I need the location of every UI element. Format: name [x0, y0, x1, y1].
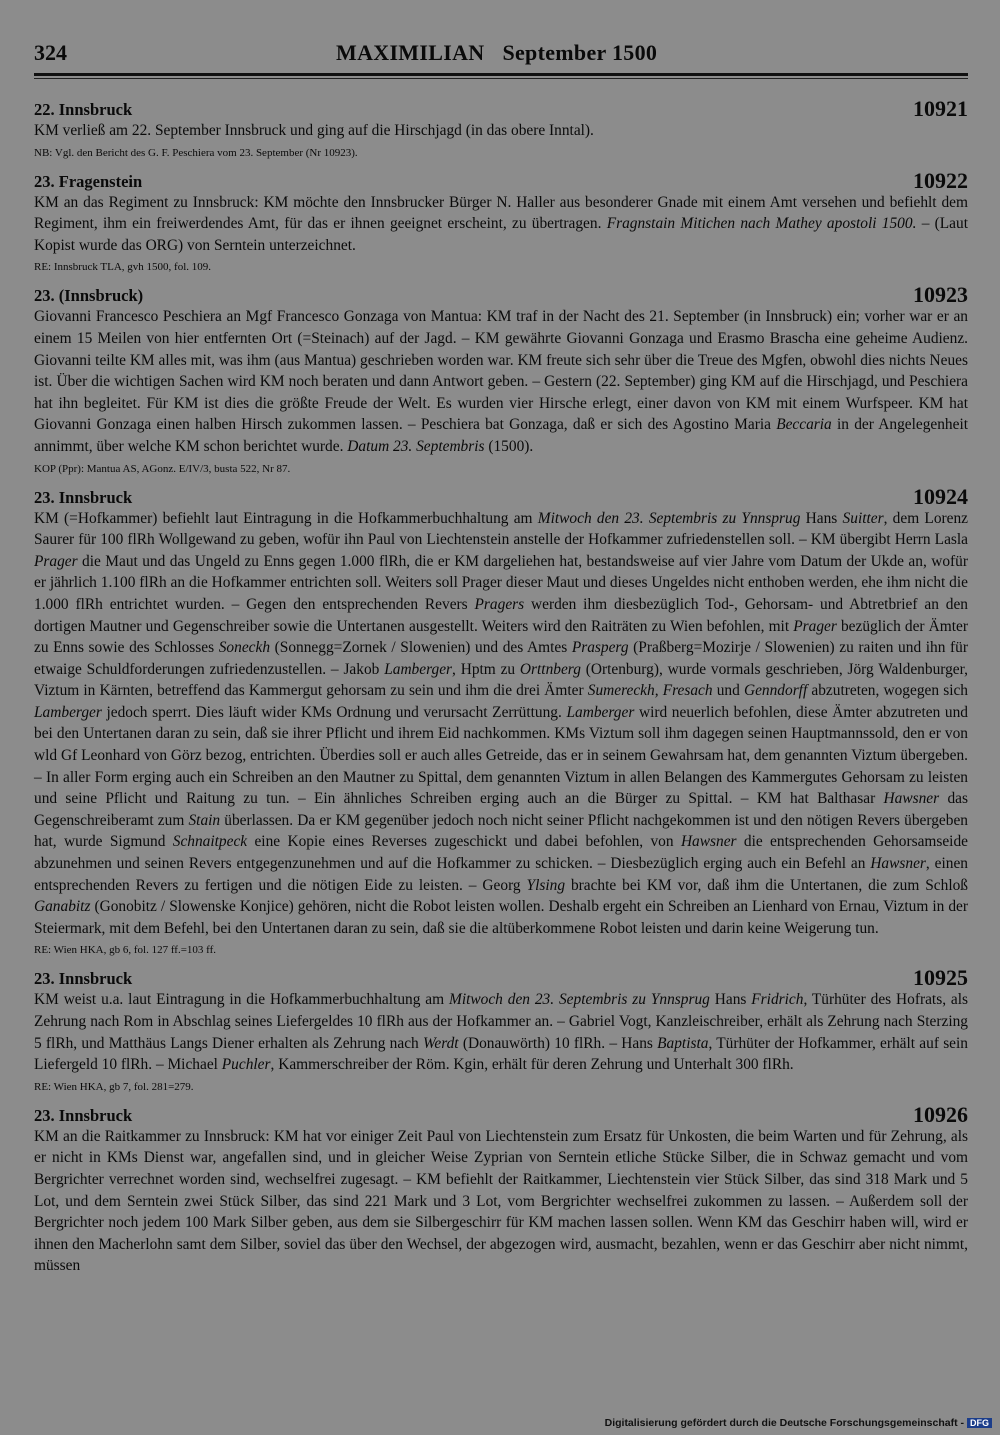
entry-source: NB: Vgl. den Bericht des G. F. Peschiera vom 23. September (Nr 10923).	[34, 146, 358, 159]
page-header	[34, 40, 968, 70]
dfg-logo: DFG	[967, 1418, 992, 1428]
entry-header	[34, 965, 968, 989]
entry	[34, 484, 968, 959]
entry-number: 10923	[913, 282, 968, 308]
entry-text: KM weist u.a. laut Eintragung in die Hofkammerbuchhaltung am Mitwoch den 23. Septembris zu Ynnsprug Hans Fridrich, Türhüter des Hofrats, als Zehrung nach Rom in Abschlag seines Liefergeldes 10 flRh aus der Hofkammer an. – Gabriel Vogt, Kanzleischreiber, erhält als Zehrung nach Sterzing 5 flRh, und Matthäus Langs Diener erhalten als Zehrung nach Werdt (Donauwörth) 10 flRh. – Hans Baptista, Türhüter der Hofkammer, erhält auf sein Liefergeld 10 flRh. – Michael Puchler, Kammerschreiber der Röm. Kgin, erhält für deren Zehrung und Unterhalt 300 flRh.	[34, 991, 969, 1074]
entry	[34, 96, 968, 161]
entry-place: 23. (Innsbruck)	[34, 286, 144, 306]
title-date: September 1500	[502, 40, 658, 65]
entry-text: KM an die Raitkammer zu Innsbruck: KM hat vor einiger Zeit Paul von Liechtenstein zum Ersatz für Unkosten, die beim Warten und für Zehrung, als er nicht in KMs Dienst war, angefallen sind, und in gleicher Weise Zyprian von Serntein etliche Stücke Silber, die in Schwaz gemacht und vom Bergrichter verrechnet worden sind, wechselfrei zugesagt. – KM befiehlt der Raitkammer, Liechtenstein vier Stück Silber, das sind 318 Mark und 5 Lot, und dem Serntein zwei Stück Silber, das sind 221 Mark und 3 Lot, vom Bergrichter wechselfrei zukommen zu lassen. – Außerdem soll der Bergrichter noch jedem 100 Mark Silber geben, aus dem sie Silbergeschirr für KM machen lassen sollen. Wenn KM das Geschirr haben will, wird er ihnen den Macherlohn samt dem Silber, soviel das über den Wechsel, der abgezogen wird, ausmacht, bezahlen, wenn er das Geschirr aber nicht nimmt, müssen	[34, 1127, 968, 1275]
footer	[605, 1417, 992, 1429]
entry	[34, 282, 968, 476]
entry-header	[34, 168, 968, 192]
entry-header	[34, 484, 968, 508]
entry-source: RE: Innsbruck TLA, gvh 1500, fol. 109.	[34, 261, 212, 274]
header-rule	[34, 73, 968, 76]
entry-header	[34, 1102, 968, 1126]
entry	[34, 168, 968, 276]
entry-source: KOP (Ppr): Mantua AS, AGonz. E/IV/3, busta 522, Nr 87.	[34, 462, 291, 475]
entry-header	[34, 96, 968, 120]
entry-number: 10926	[913, 1101, 968, 1127]
entry-place: 23. Innsbruck	[34, 1105, 133, 1125]
entry-place: 23. Fragenstein	[34, 171, 143, 191]
entry-number: 10925	[913, 965, 968, 991]
entry-text: KM (=Hofkammer) befiehlt laut Eintragung in die Hofkammerbuchhaltung am Mitwoch den 23. Septembris zu Ynnsprug Hans Suitter, dem Lorenz Saurer für 100 flRh Wollgewand zu geben, wofür ihn Paul von Liechtenstein anstelle der Hofkammer zufriedenstellen soll. – KM übergibt Herrn Lasla Prager die Maut und das Ungeld zu Enns gegen 1.000 flRh, die er KM dargeliehen hat, bestandsweise auf vier Jahre vom Datum der Ukde an, wofür er jährlich 1.100 flRh an die Hofkammer entrichten soll. Weiters soll Prager dieser Maut und dieses Ungeldes nicht enthoben werden, ehe ihm nicht die 1.000 flRh entrichtet wurden. – Gegen den entsprechenden Revers Pragers werden ihm diesbezüglich Tod-, Gehorsam- und Abtretbrief an den dortigen Mautner und Gegenschreiber sowie die Untertanen ausgestellt. Weiters wird den Raiträten zu Wien befohlen, mit Prager bezüglich der Ämter zu Enns sowie des Schlosses Soneckh (Sonnegg=Zornek / Slowenien) und des Amtes Prasperg (Praßberg=Mozirje / Slowenien) zu raiten und ihn für etwaige Schuldforderungen zufriedenzustellen. – Jakob Lamberger, Hptm zu Orttnberg (Ortenburg), wurde vormals geschrieben, Jörg Waldenburger, Viztum in Kärnten, betreffend das Kammergut gehorsam zu sein und ihm die drei Ämter Sumereckh, Fresach und Genndorff abzutreten, wogegen sich Lamberger jedoch sperrt. Dies läuft wider KMs Ordnung und verursacht Zerrüttung. Lamberger wird neuerlich befohlen, diese Ämter abzutreten und bei den Untertanen daran zu sein, daß sie ihrer Pflicht und ihrem Eid nachkommen. KMs Viztum soll ihm dagegen seinen Hauptmannssold, den er von wld Gf Leonhard von Görz bezog, entrichten. Überdies soll er auch alles Getreide, das er in seinem Gewahrsam hat, dem genannten Viztum übergeben. – In aller Form erging auch ein Schreiben an den Mautner zu Spittal, dem genannten Viztum in allen Belangen des Kammergutes Gehorsam zu leisten und seine Pflicht und Raitung zu tun. – Ein ähnliches Schreiben erging auch an die Bürger zu Spittal. – KM hat Balthasar Hawsner das Gegenschreiberamt zum Stain überlassen. Da er KM gegenüber jedoch noch nicht seiner Pflicht nachgekommen ist und den nötigen Revers übergeben hat, wurde Sigmund Schnaitpeck eine Kopie eines Reverses zugeschickt und dabei befohlen, von Hawsner die entsprechenden Gehorsamseide abzunehmen und seinen Revers entgegenzunehmen und auf die Hofkammer zu schicken. – Diesbezüglich erging auch ein Befehl an Hawsner, einen entsprechenden Revers zu fertigen und die nötigen Eide zu leisten. – Georg Ylsing brachte bei KM vor, daß ihm die Untertanen, die zum Schloß Ganabitz (Gonobitz / Slowenske Konjice) gehören, nicht die Robot leisten wollen. Deshalb ergeht ein Schreiben an Lienhard von Ernau, Viztum in der Steiermark, mit dem Befehl, bei den Untertanen daran zu sein, daß sie die altüberkommene Robot leisten und darin keine Weigerung tun.	[34, 509, 969, 937]
entry	[34, 965, 968, 1094]
entry-text: KM an das Regiment zu Innsbruck: KM möchte den Innsbrucker Bürger N. Haller aus besonderer Gnade mit einem Amt versehen und befiehlt dem Regiment, ihm ein freiwerdendes Amt, für das er ihnen geeignet erscheint, zu übertragen. Fragnstain Mitichen nach Mathey apostoli 1500. – (Laut Kopist wurde das ORG) von Serntein unterzeichnet.	[34, 193, 968, 254]
footer-text: Digitalisierung gefördert durch die Deutsche Forschungsgemeinschaft -	[604, 1417, 964, 1429]
entry-number: 10921	[913, 96, 968, 121]
entry-number: 10922	[913, 167, 968, 193]
entry	[34, 1102, 968, 1277]
entry-header	[34, 282, 968, 306]
running-title	[336, 40, 657, 66]
entry-place: 23. Innsbruck	[34, 969, 133, 989]
page-number: 324	[34, 40, 67, 65]
header-rule-thin	[34, 78, 968, 79]
entry-source: RE: Wien HKA, gb 7, fol. 281=279.	[34, 1080, 194, 1093]
entry-place: 22. Innsbruck	[34, 100, 133, 119]
entries-list	[34, 96, 968, 1284]
entry-source: RE: Wien HKA, gb 6, fol. 127 ff.=103 ff.	[34, 944, 217, 957]
entry-place: 23. Innsbruck	[34, 487, 133, 507]
entry-text: KM verließ am 22. September Innsbruck und ging auf die Hirschjagd (in das obere Inntal).	[34, 122, 594, 139]
title-name: MAXIMILIAN	[336, 40, 485, 65]
entry-number: 10924	[913, 483, 968, 509]
entry-text: Giovanni Francesco Peschiera an Mgf Francesco Gonzaga von Mantua: KM traf in der Nacht des 21. September (in Innsbruck) ein; vorher war er an einem 15 Meilen von hier entfernten Ort (=Steinach) auf der Jagd. – KM gewährte Giovanni Gonzaga und Erasmo Brascha eine geheime Audienz. Giovanni teilte KM alles mit, was ihm (aus Mantua) geschrieben worden war. KM freute sich sehr über die Treue des Mgfen, obwohl dies nichts Neues ist. Über die wichtigen Sachen wird KM noch beraten und dann Antwort geben. – Gestern (22. September) ging KM auf die Hirschjagd, und Peschiera hat ihn begleitet. Für KM ist dies die größte Freude der Welt. Es wurden vier Hirsche erlegt, einer davon von KM mit einem Wurfspeer. KM hat Giovanni Gonzaga einen halben Hirsch zukommen lassen. – Peschiera bat Gonzaga, daß er sich des Agostino Maria Beccaria in der Angelegenheit annimmt, über welche KM schon berichtet wurde. Datum 23. Septembris (1500).	[34, 308, 968, 455]
